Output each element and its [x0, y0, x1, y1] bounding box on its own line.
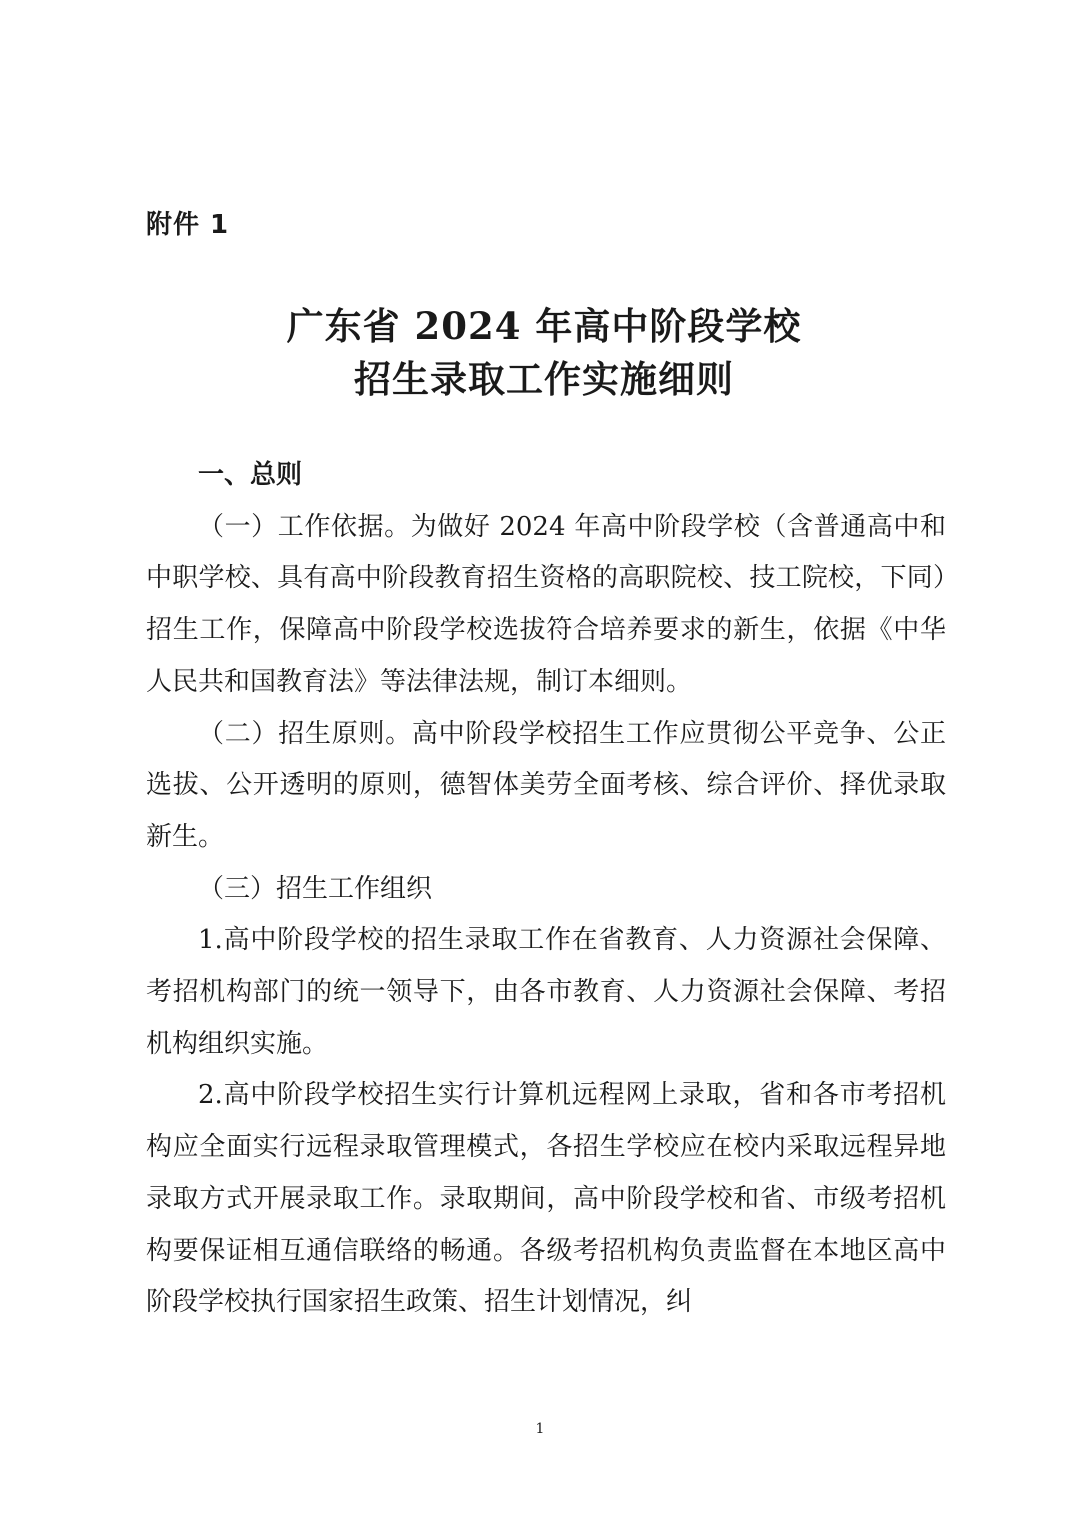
paragraph-item-1: 1.高中阶段学校的招生录取工作在省教育、人力资源社会保障、考招机构部门的统一领导下，由各市教育、人力资源社会保障、考招机构组织实施。 [146, 925, 946, 1059]
document-title-line-2: 招生录取工作实施细则 [354, 357, 734, 401]
attachment-label: 附件 1 [146, 210, 230, 240]
page-number: 1 [535, 1421, 545, 1437]
document-title-line-1: 广东省 2024 年高中阶段学校 [286, 304, 802, 348]
paragraph-enrollment-principles: （二）招生原则。高中阶段学校招生工作应贯彻公平竞争、公正选拔、公开透明的原则，德智体美劳全面考核、综合评价、择优录取新生。 [146, 718, 946, 852]
paragraph-work-basis: （一）工作依据。为做好 2024 年高中阶段学校（含普通高中和中职学校、具有高中阶段教育招生资格的高职院校、技工院校，下同）招生工作，保障高中阶段学校选拔符合培养要求的新生，依据《中华人民共和国教育法》等法律法规，制订本细则。 [146, 511, 946, 697]
paragraph-enrollment-organization: （三）招生工作组织 [198, 873, 433, 904]
document-body [146, 450, 946, 1329]
section-heading-general: 一、总则 [198, 460, 303, 490]
paragraph-item-2: 2.高中阶段学校招生实行计算机远程网上录取，省和各市考招机构应全面实行远程录取管理模式，各招生学校应在校内采取远程异地录取方式开展录取工作。录取期间，高中阶段学校和省、市级考招机构要保证相互通信联络的畅通。各级考招机构负责监督在本地区高中阶段学校执行国家招生政策、招生计划情况，纠 [146, 1080, 946, 1318]
